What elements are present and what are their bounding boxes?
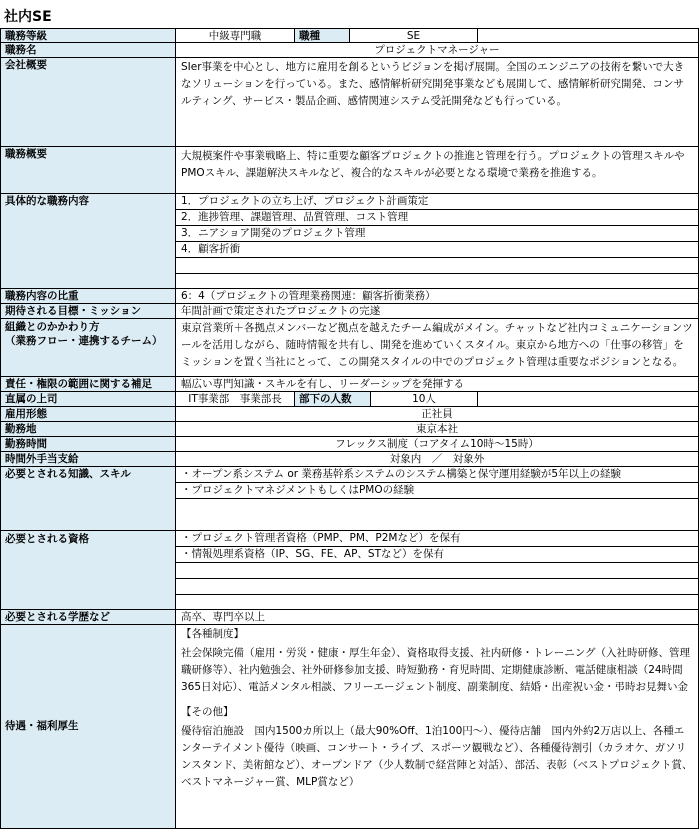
- skill-item: [176, 499, 698, 529]
- qualification-item: [176, 579, 698, 595]
- benefits-heading-1: 【各種制度】: [181, 628, 244, 640]
- value-overtime: 対象内 ／ 対象外: [176, 452, 699, 466]
- label-job-name: 職務名: [0, 43, 176, 57]
- row-job-name: [0, 43, 699, 58]
- value-summary: 大規模案件や事業戦略上、特に重要な顧客プロジェクトの推進と管理を行う。プロジェクトの管理スキルやPMOスキル、課題解決スキルなど、複合的なスキルが必要となる環境で業務を推進する。: [176, 147, 699, 193]
- qualification-item: ・情報処理系資格（IP、SG、FE、AP、STなど）を保有: [176, 547, 698, 563]
- row-grade: [0, 28, 699, 43]
- skill-item: ・オープン系システム or 業務基幹系システムのシステム構築と保守運用経験が5年以上の経験: [176, 467, 698, 483]
- value-benefits: [176, 625, 699, 828]
- label-hours: 勤務時間: [0, 437, 176, 451]
- label-skills: 必要とされる知識、スキル: [0, 467, 176, 530]
- detail-item: 1．プロジェクトの立ち上げ、プロジェクト計画策定: [176, 194, 698, 210]
- row-overtime: [0, 452, 699, 467]
- row-education: [0, 610, 699, 625]
- empty-cell: [478, 392, 698, 406]
- row-boss: [0, 392, 699, 407]
- page-title: 社内SE: [4, 9, 52, 25]
- value-boss-group: [176, 392, 699, 406]
- row-summary: [0, 147, 699, 194]
- value-grade: 中級専門職: [176, 29, 295, 42]
- row-company: [0, 58, 699, 147]
- row-location: [0, 422, 699, 437]
- row-qualifications: [0, 531, 699, 610]
- detail-item: [176, 274, 698, 289]
- detail-item: 2．進捗管理、課題管理、品質管理、コスト管理: [176, 210, 698, 226]
- skill-item: ・プロジェクトマネジメントもしくはPMOの経験: [176, 483, 698, 499]
- label-overtime: 時間外手当支給: [0, 452, 176, 466]
- label-job-type: 職種: [295, 29, 350, 42]
- value-details: [176, 194, 699, 288]
- label-benefits-text: 待遇・福利厚生: [5, 720, 79, 732]
- row-relation: [0, 319, 699, 377]
- value-relation: 東京営業所＋各拠点メンバーなど拠点を越えたチーム編成がメイン。チャットなど社内コミュニケーションツールを活用しながら、随時情報を共有し、開発を進めていくスタイル。東京から地方への「仕事の移管」をミッションを置く当社にとって、この開発スタイルの中でのプロジェクト管理は重要なポジションとなる。: [176, 319, 699, 376]
- value-employment: 正社員: [176, 407, 699, 421]
- label-relation: [0, 319, 176, 376]
- label-summary: 職務概要: [0, 147, 176, 193]
- row-skills: [0, 467, 699, 531]
- detail-item: 3．ニアショア開発のプロジェクト管理: [176, 226, 698, 242]
- row-hours: [0, 437, 699, 452]
- label-qualifications: 必要とされる資格: [0, 531, 176, 609]
- row-mission: [0, 304, 699, 319]
- benefits-text-2: 優待宿泊施設 国内1500カ所以上（最大90%Off、1泊100円～）、優待店舗 国内外約2万店以上、各種エンターテイメント優待（映画、コンサート・ライブ、スポーツ観戦など）、各種優待割引（カラオケ、ガソリンスタンド、美術館など）、オープンドア（少人数制で経営陣と対話）、部活、表彰（ベストプロジェクト賞、ベストマネージャー賞、MLP賞など）: [181, 725, 693, 788]
- label-ratio: 職務内容の比重: [0, 289, 176, 303]
- benefits-heading-2: 【その他】: [181, 706, 234, 718]
- qualification-item: [176, 595, 698, 610]
- value-ratio: 6：4（プロジェクトの管理業務関連：顧客折衝業務）: [176, 289, 699, 303]
- row-ratio: [0, 289, 699, 304]
- label-employment: 雇用形態: [0, 407, 176, 421]
- label-location: 勤務地: [0, 422, 176, 436]
- value-authority: 幅広い専門知識・スキルを有し、リーダーシップを発揮する: [176, 377, 699, 391]
- label-relation-line2: （業務フロー・連携するチーム）: [5, 335, 163, 347]
- label-education: 必要とされる学歴など: [0, 610, 176, 624]
- value-education: 高卒、専門卒以上: [176, 610, 699, 624]
- label-relation-line1: 組織とのかかわり方: [5, 321, 100, 333]
- row-benefits: [0, 625, 699, 829]
- empty-cell: [478, 29, 698, 42]
- row-details: [0, 194, 699, 289]
- label-mission: 期待される目標・ミッション: [0, 304, 176, 318]
- value-boss: IT事業部 事業部長: [176, 392, 295, 406]
- label-authority: 責任・権限の範囲に関する補足: [0, 377, 176, 391]
- detail-item: 4．顧客折衝: [176, 242, 698, 258]
- label-subordinates: 部下の人数: [295, 392, 371, 406]
- label-company: 会社概要: [0, 58, 176, 146]
- value-skills: [176, 467, 699, 530]
- value-location: 東京本社: [176, 422, 699, 436]
- qualification-item: ・プロジェクト管理者資格（PMP、PM、P2Mなど）を保有: [176, 531, 698, 547]
- benefits-text-1: 社会保険完備（雇用・労災・健康・厚生年金）、資格取得支援、社内研修・トレーニング（入社時研修、管理職研修等）、社内勉強会、社外研修参加支援、時短勤務・育児時間、定期健康診断、電話健康相談（24時間365日対応）、電話メンタル相談、フリーエージェント制度、副業制度、結婚・出産祝い金・弔時お見舞い金: [181, 647, 691, 693]
- value-hours: フレックス制度（コアタイム10時～15時）: [176, 437, 699, 451]
- value-mission: 年間計画で策定されたプロジェクトの完遂: [176, 304, 699, 318]
- label-benefits: [0, 625, 176, 828]
- value-job-type: SE: [350, 29, 478, 42]
- row-employment: [0, 407, 699, 422]
- value-subordinates: 10人: [371, 392, 478, 406]
- label-details: 具体的な職務内容: [0, 194, 176, 288]
- label-grade: 職務等級: [0, 29, 176, 42]
- detail-item: [176, 258, 698, 274]
- value-qualifications: [176, 531, 699, 609]
- label-boss: 直属の上司: [0, 392, 176, 406]
- job-description-table: [0, 28, 699, 829]
- value-company: SIer事業を中心とし、地方に雇用を創るというビジョンを掲げ展開。全国のエンジニアの技術を繋いで大きなソリューションを行っている。また、感情解析研究開発事業なども展開して、感情解析研究開発、コンサルティング、サービス・製品企画、感情関連システム受託開発なども行っている。: [176, 58, 699, 146]
- value-job-name: プロジェクトマネージャー: [176, 43, 699, 57]
- qualification-item: [176, 563, 698, 579]
- row-authority: [0, 377, 699, 392]
- value-grade-group: [176, 29, 699, 42]
